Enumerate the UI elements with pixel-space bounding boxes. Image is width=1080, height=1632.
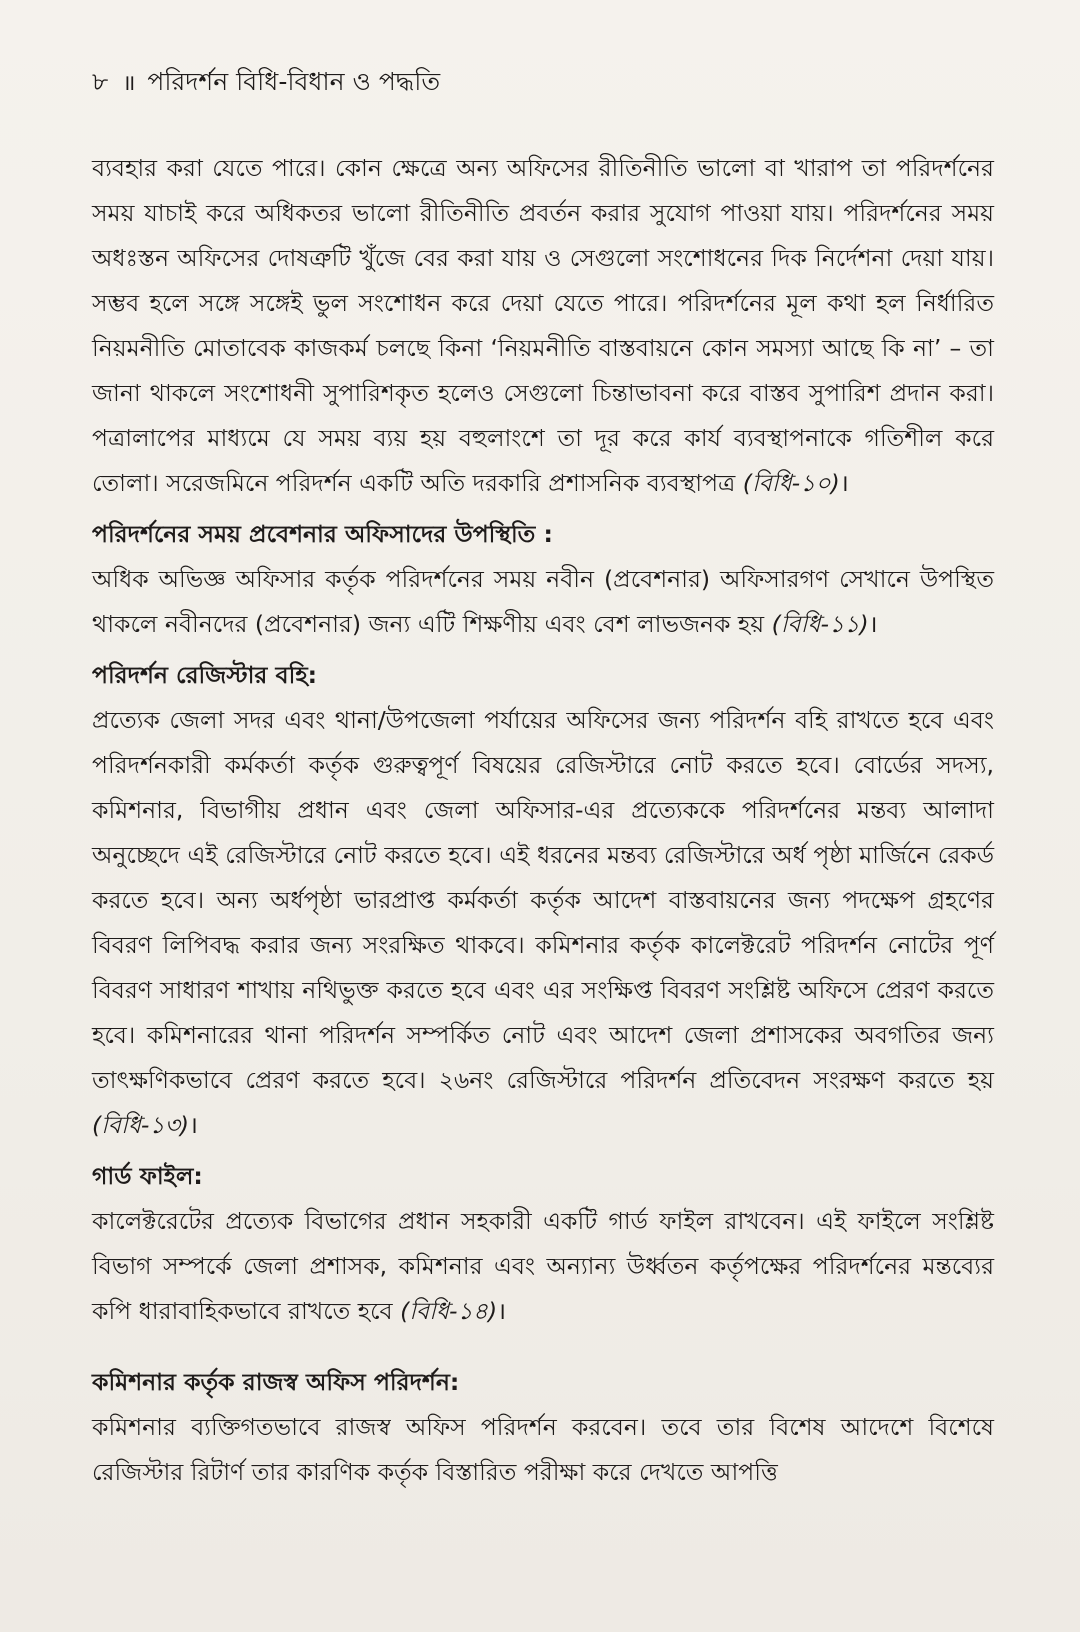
page-number: ৮ <box>92 67 109 96</box>
header-separator: ॥ <box>122 71 134 96</box>
paragraph-guard-file: কালেক্টরেটের প্রত্যেক বিভাগের প্রধান সহকারী একটি গার্ড ফাইল রাখবেন। এই ফাইলে সংশ্লিষ্ট বিভাগ সম্পর্কে জেলা প্রশাসক, কমিশনার এবং অন্যান্য উর্ধ্বতন কর্তৃপক্ষের পরিদর্শনের মন্তব্যের কপি ধারাবাহিকভাবে রাখতে হবে (বিধি-১৪)। <box>92 1207 994 1325</box>
book-title: পরিদর্শন বিধি-বিধান ও পদ্ধতি <box>147 67 441 96</box>
section-heading-probationer-presence: পরিদর্শনের সময় প্রবেশনার অফিসাদের উপস্থিতি : <box>92 520 553 548</box>
paragraph-probationer-presence: অধিক অভিজ্ঞ অফিসার কর্তৃক পরিদর্শনের সময় নবীন (প্রবেশনার) অফিসারগণ সেখানে উপস্থিত থাকলে নবীনদের (প্রবেশনার) জন্য এটি শিক্ষণীয় এবং বেশ লাভজনক হয় (বিধি-১১)। <box>92 565 994 638</box>
paragraph-commissioner-inspection: কমিশনার ব্যক্তিগতভাবে রাজস্ব অফিস পরিদর্শন করবেন। তবে তার বিশেষ আদেশে বিশেষে রেজিস্টার রিটার্ণ তার কারণিক কর্তৃক বিস্তারিত পরীক্ষা করে দেখতে আপত্তি <box>92 1413 994 1486</box>
rule-reference: (বিধি-১৪) <box>400 1297 498 1325</box>
running-header <box>92 62 994 102</box>
section-heading-commissioner-inspection: কমিশনার কর্তৃক রাজস্ব অফিস পরিদর্শন: <box>92 1368 460 1396</box>
section-heading-guard-file: গার্ড ফাইল: <box>92 1162 203 1190</box>
paragraph-inspection-register: প্রত্যেক জেলা সদর এবং থানা/উপজেলা পর্যায়ের অফিসের জন্য পরিদর্শন বহি রাখতে হবে এবং পরিদর্শনকারী কর্মকর্তা কর্তৃক গুরুত্বপূর্ণ বিষয়ের রেজিস্টারে নোট করতে হবে। বোর্ডের সদস্য, কমিশনার, বিভাগীয় প্রধান এবং জেলা অফিসার-এর প্রত্যেককে পরিদর্শনের মন্তব্য আলাদা অনুচ্ছেদে এই রেজিস্টারে নোট করতে হবে। এই ধরনের মন্তব্য রেজিস্টারে অর্ধ পৃষ্ঠা মার্জিনে রেকর্ড করতে হবে। অন্য অর্ধপৃষ্ঠা ভারপ্রাপ্ত কর্মকর্তা কর্তৃক আদেশ বাস্তবায়নের জন্য পদক্ষেপ গ্রহণের বিবরণ লিপিবদ্ধ করার জন্য সংরক্ষিত থাকবে। কমিশনার কর্তৃক কালেক্টরেট পরিদর্শন নোটের পূর্ণ বিবরণ সাধারণ শাখায় নথিভুক্ত করতে হবে এবং এর সংক্ষিপ্ত বিবরণ সংশ্লিষ্ট অফিসে প্রেরণ করতে হবে। কমিশনারের থানা পরিদর্শন সম্পর্কিত নোট এবং আদেশ জেলা প্রশাসকের অবগতির জন্য তাৎক্ষণিকভাবে প্রেরণ করতে হবে। ২৬নং রেজিস্টারে পরিদর্শন প্রতিবেদন সংরক্ষণ করতে হয় (বিধি-১৩)। <box>92 706 995 1139</box>
rule-reference: (বিধি-১৩) <box>92 1111 190 1139</box>
paragraph-inspection-benefits: ব্যবহার করা যেতে পারে। কোন ক্ষেত্রে অন্য অফিসের রীতিনীতি ভালো বা খারাপ তা পরিদর্শনের সময় যাচাই করে অধিকতর ভালো রীতিনীতি প্রবর্তন করার সুযোগ পাওয়া যায়। পরিদর্শনের সময় অধঃস্তন অফিসের দোষত্রুটি খুঁজে বের করা যায় ও সেগুলো সংশোধনের দিক নির্দেশনা দেয়া যায়। সম্ভব হলে সঙ্গে সঙ্গেই ভুল সংশোধন করে দেয়া যেতে পারে। পরিদর্শনের মূল কথা হল নির্ধারিত নিয়মনীতি মোতাবেক কাজকর্ম চলছে কিনা ‘নিয়মনীতি বাস্তবায়নে কোন সমস্যা আছে কি না’ – তা জানা থাকলে সংশোধনী সুপারিশকৃত হলেও সেগুলো চিন্তাভাবনা করে বাস্তব সুপারিশ প্রদান করা। পত্রালাপের মাধ্যমে যে সময় ব্যয় হয় বহুলাংশে তা দূর করে কার্য ব্যবস্থাপনাকে গতিশীল করে তোলা। সরেজমিনে পরিদর্শন একটি অতি দরকারি প্রশাসনিক ব্যবস্থাপত্র (বিধি-১০)। <box>92 154 994 497</box>
rule-reference: (বিধি-১০) <box>742 469 840 497</box>
section-heading-inspection-register: পরিদর্শন রেজিস্টার বহি: <box>92 661 318 689</box>
rule-reference: (বিধি-১১) <box>771 610 869 638</box>
